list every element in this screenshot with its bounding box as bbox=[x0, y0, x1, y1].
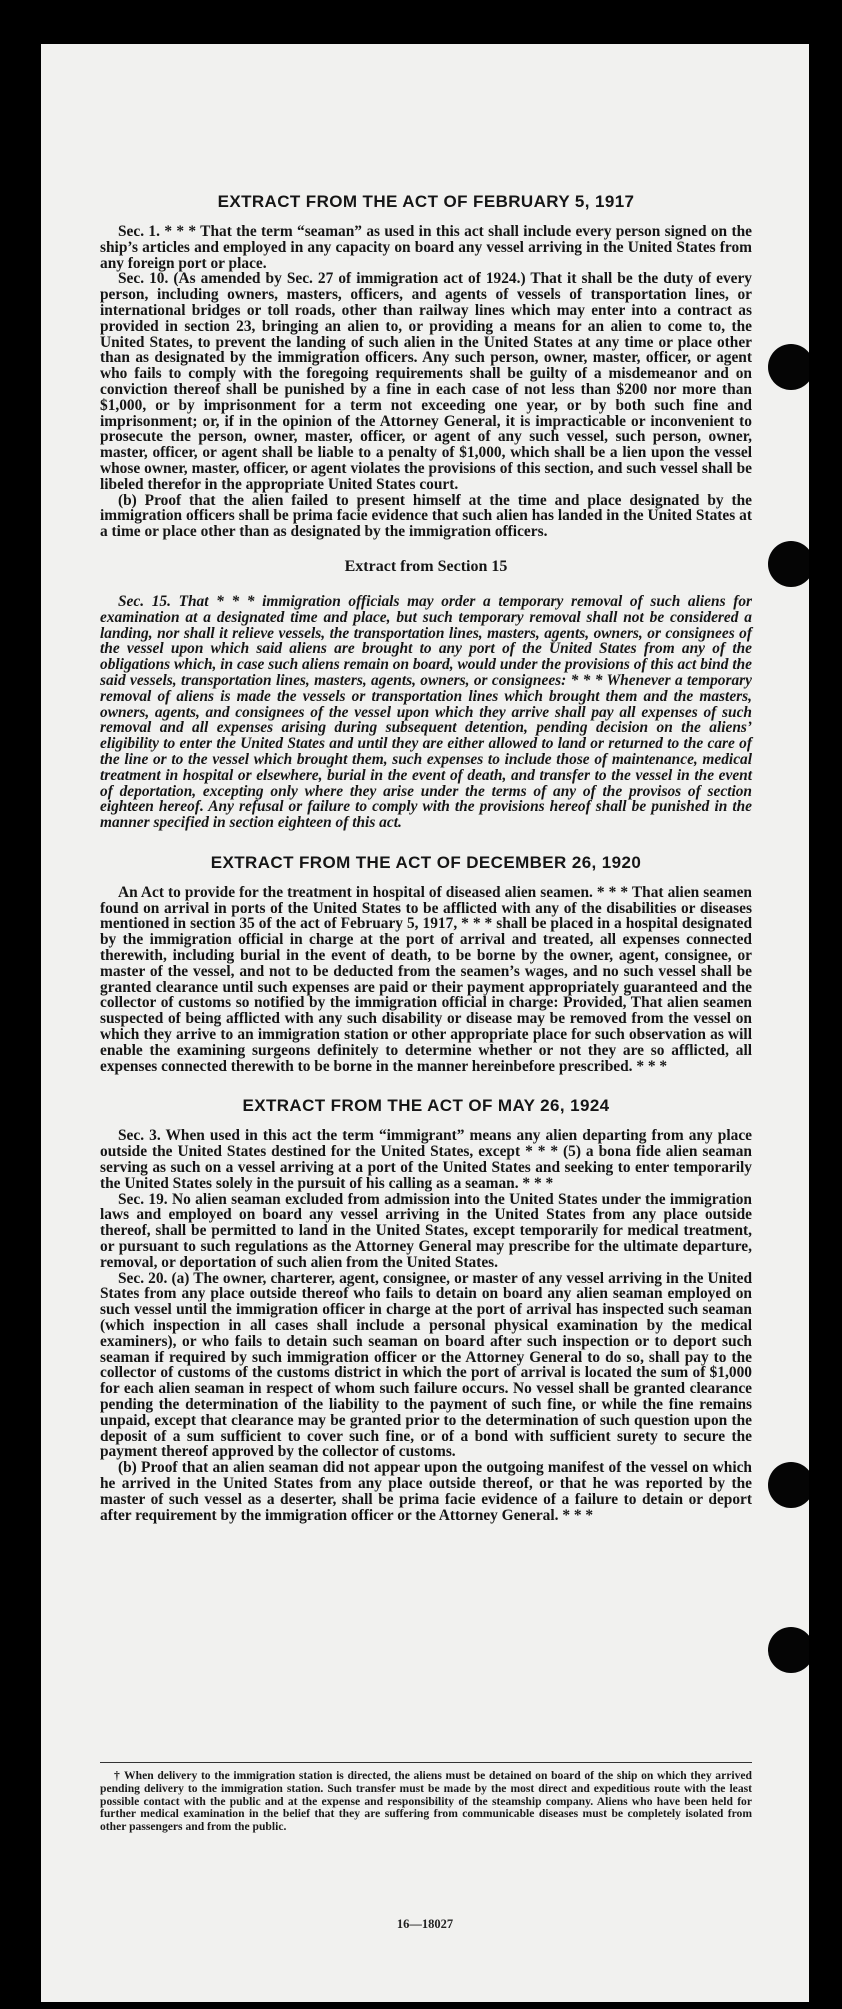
heading-act-1924: EXTRACT FROM THE ACT OF MAY 26, 1924 bbox=[242, 1096, 610, 1116]
paragraph-sec-10-b: (b) Proof that the alien failed to present himself at the time and place designated by the immigration officers shall be prima facie evidence that such alien has landed in the United States at a time or place other than as designated by the immigration officers. bbox=[100, 491, 752, 541]
footnote-divider bbox=[100, 1762, 752, 1763]
paragraph-sec-10: Sec. 10. (As amended by Sec. 27 of immigration act of 1924.) That it shall be the duty of every person, including owners, masters, officers, and agents of vessels of transportation lines, or international bridges or toll roads, other than railway lines which may enter into a contract as provided in section 23, bringing an alien to, or providing a means for an alien to come to, the United States, to prevent the landing of such alien in the United States at any time or place other than as designated by the immigration officers. Any such person, owner, master, officer, or agent who fails to comply with the foregoing requirements shall be guilty of a misdemeanor and on conviction thereof shall be punished by a fine in each case of not less than $200 nor more than $1,000, or by imprisonment for a term not exceeding one year, or by both such fine and imprisonment; or, if in the opinion of the Attorney General, it is impracticable or inconvenient to prosecute the person, owner, master, officer, or agent of any such vessel, such person, owner, master, officer, or agent shall be liable to a penalty of $1,000, which shall be a lien upon the vessel whose owner, master, officer, or agent violates the provisions of this section, and such vessel shall be libeled therefor in the appropriate United States court. bbox=[100, 270, 752, 493]
paragraph-sec-15: Sec. 15. That * * * immigration officials may order a temporary removal of such aliens for examination at a designated time and place, but such temporary removal shall not be considered a landing, nor shall it relieve vessels, the transportation lines, masters, agents, owners, or consignees of the vessel upon which said aliens are brought to any port of the United States from any of the obligations which, in case such aliens remain on board, would under the provisions of this act bind the said vessels, transportation lines, masters, agents, owners, or consignees: * * * Whenever a temporary removal of aliens is made the vessels or transportation lines which brought them and the masters, owners, agents, and consignees of the vessel upon which they arrive shall pay all expenses of such removal and all expenses arising during subsequent detention, pending decision on the aliens’ eligibility to enter the United States and until they are either allowed to land or returned to the care of the line or to the vessel which brought them, such expenses to include those of maintenance, medical treatment in hospital or elsewhere, burial in the event of death, and transfer to the vessel in the event of deportation, excepting only where they arise under the terms of any of the provisos of section eighteen hereof. Any refusal or failure to comply with the provisions hereof shall be punished in the manner specified in section eighteen of this act. bbox=[100, 592, 752, 832]
punch-hole-3 bbox=[768, 1462, 809, 1508]
heading-section-15: Extract from Section 15 bbox=[344, 557, 508, 575]
punch-hole-4 bbox=[768, 1627, 809, 1673]
paragraph-sec-20-a: Sec. 20. (a) The owner, charterer, agent, consignee, or master of any vessel arriving in the United States from any place outside thereof who fails to detain on board any alien seaman employed on such vessel until the immigration officer in charge at the port of arrival has inspected such seaman (which inspection in all cases shall include a personal physical examination by the medical examiners), or who fails to detain such seaman on board after such inspection or to deport such seaman if required by such immigration officer or the Attorney General to do so, shall pay to the collector of customs of the customs district in which the port of arrival is located the sum of $1,000 for each alien seaman in respect of whom such failure occurs. No vessel shall be granted clearance pending the determination of the liability to the payment of such fine, or while the fine remains unpaid, except that clearance may be granted prior to the determination of such question upon the deposit of a sum sufficient to cover such fine, or of a bond with sufficient surety to secure the payment thereof approved by the collector of customs. bbox=[100, 1269, 752, 1461]
punch-hole-1 bbox=[768, 344, 809, 390]
heading-act-1920: EXTRACT FROM THE ACT OF DECEMBER 26, 1920 bbox=[210, 852, 642, 872]
document-body bbox=[100, 192, 752, 1523]
paragraph-sec-1: Sec. 1. * * * That the term “seaman” as used in this act shall include every person signed on the ship’s articles and employed in any capacity on board any vessel arriving in the United States from any foreign port or place. bbox=[100, 223, 752, 272]
paragraph-sec-20-b: (b) Proof that an alien seaman did not appear upon the outgoing manifest of the vessel on which he arrived in the United States from any place outside thereof, or that he was reported by the master of such vessel as a deserter, shall be prima facie evidence of a failure to detain or deport after requirement by the immigration officer or the Attorney General. * * * bbox=[100, 1459, 752, 1524]
print-code: 16—18027 bbox=[396, 1917, 454, 1931]
paragraph-sec-3: Sec. 3. When used in this act the term “immigrant” means any alien departing from any place outside the United States destined for the United States, except * * * (5) a bona fide alien seaman serving as such on a vessel arriving at a port of the United States and seeking to enter temporarily the United States solely in the pursuit of his calling as a seaman. * * * bbox=[100, 1127, 752, 1192]
paragraph-act-1920: An Act to provide for the treatment in hospital of diseased alien seamen. * * * That alien seamen found on arrival in ports of the United States to be afflicted with any of the disabilities or diseases mentioned in section 35 of the act of February 5, 1917, * * * shall be placed in a hospital designated by the immigration official in charge at the port of arrival and treated, all expenses connected therewith, including burial in the event of death, to be borne by the owner, agent, consignee, or master of the vessel, and not to be deducted from the seamen’s wages, and no such vessel shall be granted clearance until such expenses are paid or their payment appropriately guaranteed and the collector of customs so notified by the immigration official in charge: Provided, That alien seamen suspected of being afflicted with any such disability or disease may be removed from the vessel on which they arrive to an immigration station or other appropriate place for such observation as will enable the examining surgeons definitely to determine whether or not they are so afflicted, all expenses connected therewith to be borne in the manner hereinbefore prescribed. * * * bbox=[100, 883, 752, 1075]
punch-hole-2 bbox=[768, 541, 809, 587]
heading-act-1917: EXTRACT FROM THE ACT OF FEBRUARY 5, 1917 bbox=[217, 192, 635, 211]
footnote: † When delivery to the immigration station is directed, the aliens must be detained on board of the ship on which they arrived pending delivery to the immigration station. Such transfer must be made by the most direct and expeditious route with the least possible contact with the public and at the expense and responsibility of the steamship company. Aliens who have been held for further medical examination in the belief that they are suffering from communicable diseases must be completely isolated from other passengers and from the public. bbox=[100, 1769, 752, 1834]
document-page bbox=[41, 44, 809, 2002]
paragraph-sec-19: Sec. 19. No alien seaman excluded from admission into the United States under the immigration laws and employed on board any vessel arriving in the United States from any place outside thereof, shall be permitted to land in the United States, except temporarily for medical treatment, or pursuant to such regulations as the Attorney General may prescribe for the ultimate departure, removal, or deportation of such alien from the United States. bbox=[100, 1190, 752, 1271]
